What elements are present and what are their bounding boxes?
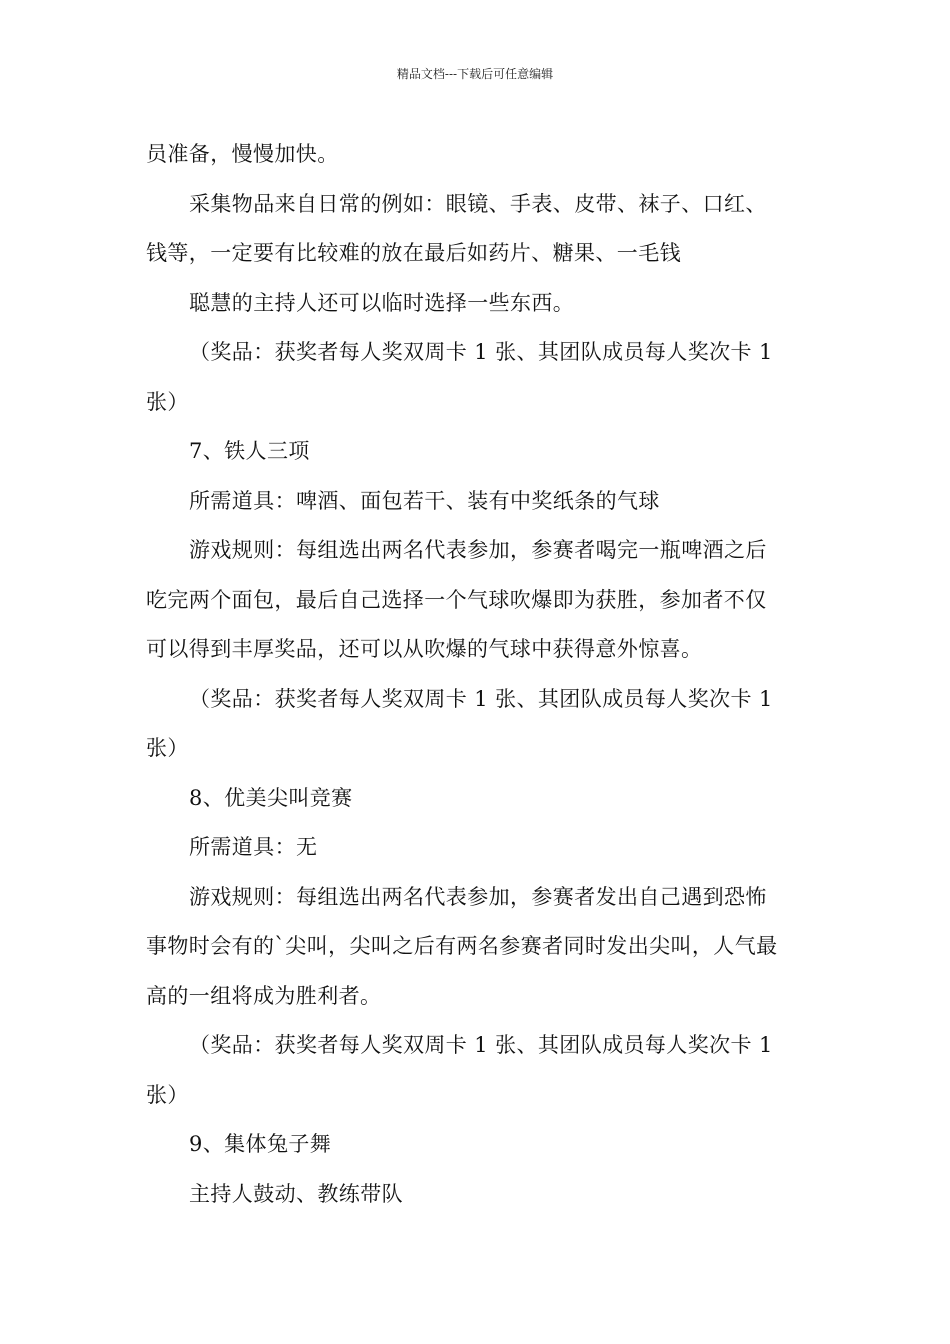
prize-line: 张） [146,389,189,414]
rules-line: 可以得到丰厚奖品，还可以从吹爆的气球中获得意外惊喜。 [146,637,703,661]
paragraph-line: 钱等，一定要有比较难的放在最后如药片、糖果、一毛钱 [146,241,681,265]
rules-line: 游戏规则：每组选出两名代表参加，参赛者发出自己遇到恐怖 [189,884,767,909]
props-line: 所需道具：啤酒、面包若干、装有中奖纸条的气球 [189,488,660,513]
paragraph-line: 主持人鼓动、教练带队 [189,1181,403,1206]
prize-line: 张） [146,736,189,760]
prize-line: （奖品：获奖者每人奖双周卡 1 张、其团队成员每人奖次卡 1 [189,340,773,364]
prize-line: 张） [146,1082,189,1107]
rules-line: 吃完两个面包，最后自己选择一个气球吹爆即为获胜，参加者不仅 [146,587,767,612]
prize-line: （奖品：获奖者每人奖双周卡 1 张、其团队成员每人奖次卡 1 [189,686,773,711]
page-header: 精品文档---下载后可任意编辑 [396,67,554,81]
rules-line: 游戏规则：每组选出两名代表参加，参赛者喝完一瓶啤酒之后 [189,538,767,562]
section-heading: 9、集体兔子舞 [189,1132,332,1156]
props-line: 所需道具：无 [189,835,318,859]
section-heading: 7、铁人三项 [189,439,310,463]
prize-line: （奖品：获奖者每人奖双周卡 1 张、其团队成员每人奖次卡 1 [189,1033,773,1057]
document-body [146,130,808,1219]
paragraph-line: 员准备，慢慢加快。 [146,142,339,166]
rules-line: 事物时会有的`尖叫，尖叫之后有两名参赛者同时发出尖叫，人气最 [146,934,778,958]
paragraph-line: 采集物品来自日常的例如：眼镜、手表、皮带、袜子、口红、 [189,191,767,216]
rules-line: 高的一组将成为胜利者。 [146,983,382,1008]
section-heading: 8、优美尖叫竞赛 [189,785,353,810]
paragraph-line: 聪慧的主持人还可以临时选择一些东西。 [189,290,575,315]
